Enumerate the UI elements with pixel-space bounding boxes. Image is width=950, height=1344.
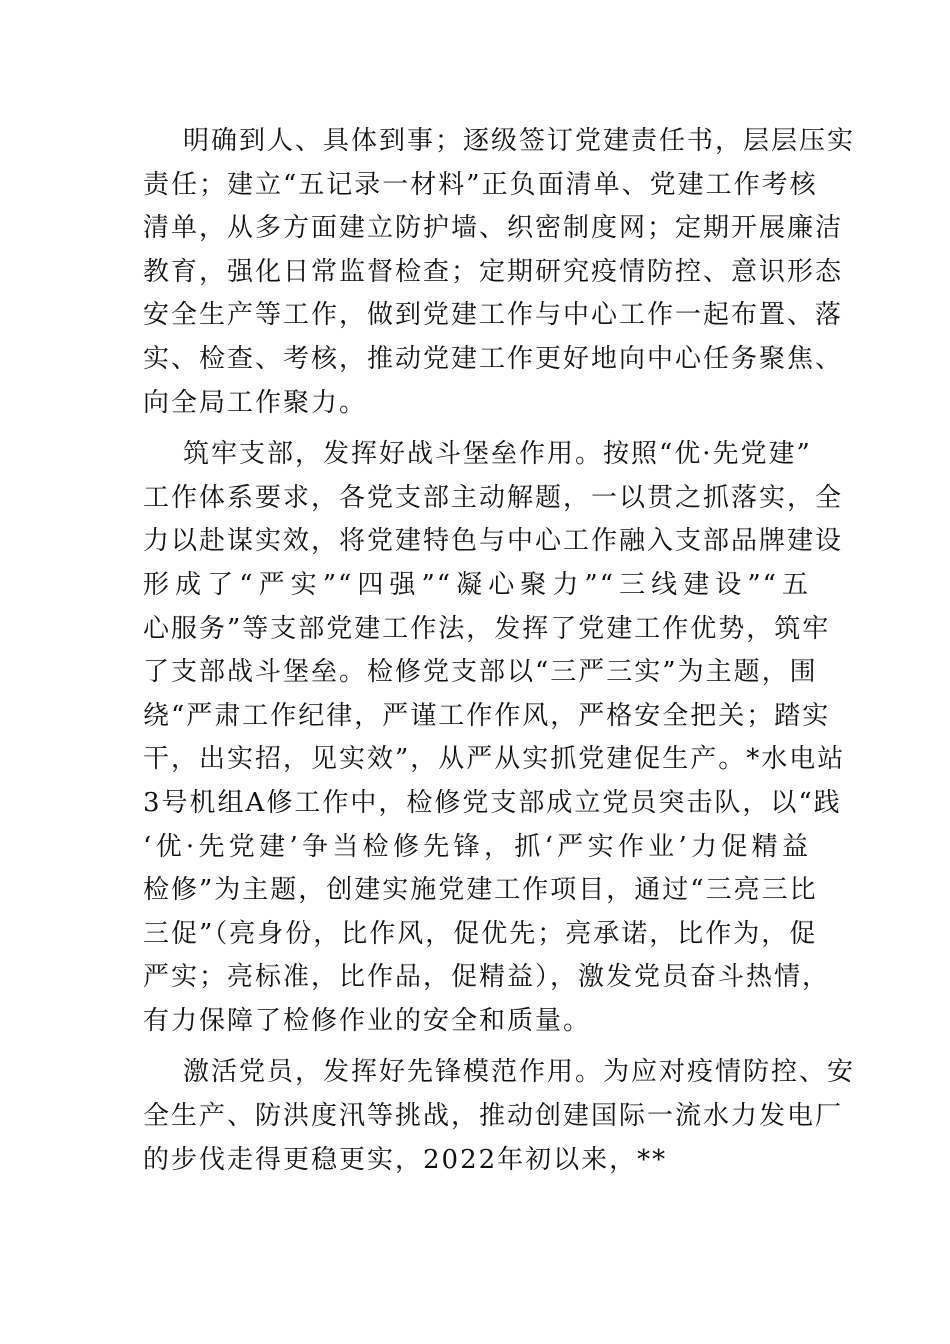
text-line: ‘优·先党建’争当检修先锋，抓‘严实作业’力促精益 [143,831,810,862]
text-line: 力以赴谋实效，将党建特色与中心工作融入支部品牌建设 [143,526,844,557]
text-line: 有力保障了检修作业的安全和质量。 [143,1005,592,1036]
paragraph-3 [143,1051,856,1182]
text-line: 筑牢支部，发挥好战斗堡垒作用。按照“优·先党建” [183,439,812,470]
text-line: 三促”（亮身份，比作风，促优先；亮承诺，比作为，促 [143,918,818,949]
text-line: 形成了“严实”“四强”“凝心聚力”“三线建设”“五 [143,569,810,600]
text-line: 全生产、防洪度汛等挑战，推动创建国际一流水力发电厂 [143,1101,844,1132]
text-line: 了支部战斗堡垒。检修党支部以“三严三实”为主题，围 [143,657,818,688]
paragraph-2 [143,433,846,1043]
text-line: 干，出实招，见实效”，从严从实抓党建促生产。*水电站 [143,744,846,775]
document-body [143,120,856,1190]
text-line: 心服务”等支部党建工作法，发挥了党建工作优势，筑牢 [143,613,831,644]
text-line: 3号机组A修工作中，检修党支部成立党员突击队，以“践 [143,787,842,818]
text-line: 安全生产等工作，做到党建工作与中心工作一起布置、落 [143,300,844,331]
text-line: 检修”为主题，创建实施党建工作项目，通过“三亮三比 [143,875,818,906]
text-line: 绕“严肃工作纪律，严谨工作作风，严格安全把关；踏实 [143,700,831,731]
text-line: 教育，强化日常监督检查；定期研究疫情防控、意识形态 [143,256,844,287]
text-line: 明确到人、具体到事；逐级签订党建责任书，层层压实 [183,126,856,156]
text-line: 严实；亮标准，比作品，促精益），激发党员奋斗热情， [143,962,831,993]
text-line: 实、检查、考核，推动党建工作更好地向中心任务聚焦、 [143,343,844,374]
text-line: 清单，从多方面建立防护墙、织密制度网；定期开展廉洁 [143,213,844,244]
text-line: 向全局工作聚力。 [143,387,368,418]
text-line: 激活党员，发挥好先锋模范作用。为应对疫情防控、安 [183,1057,856,1088]
paragraph-1 [143,120,856,425]
text-line: 责任；建立“五记录一材料”正负面清单、党建工作考核 [143,169,818,200]
text-line: 工作体系要求，各党支部主动解题，一以贯之抓落实，全 [143,482,844,513]
text-line: 的步伐走得更稳更实，2022年初以来，** [143,1144,668,1175]
